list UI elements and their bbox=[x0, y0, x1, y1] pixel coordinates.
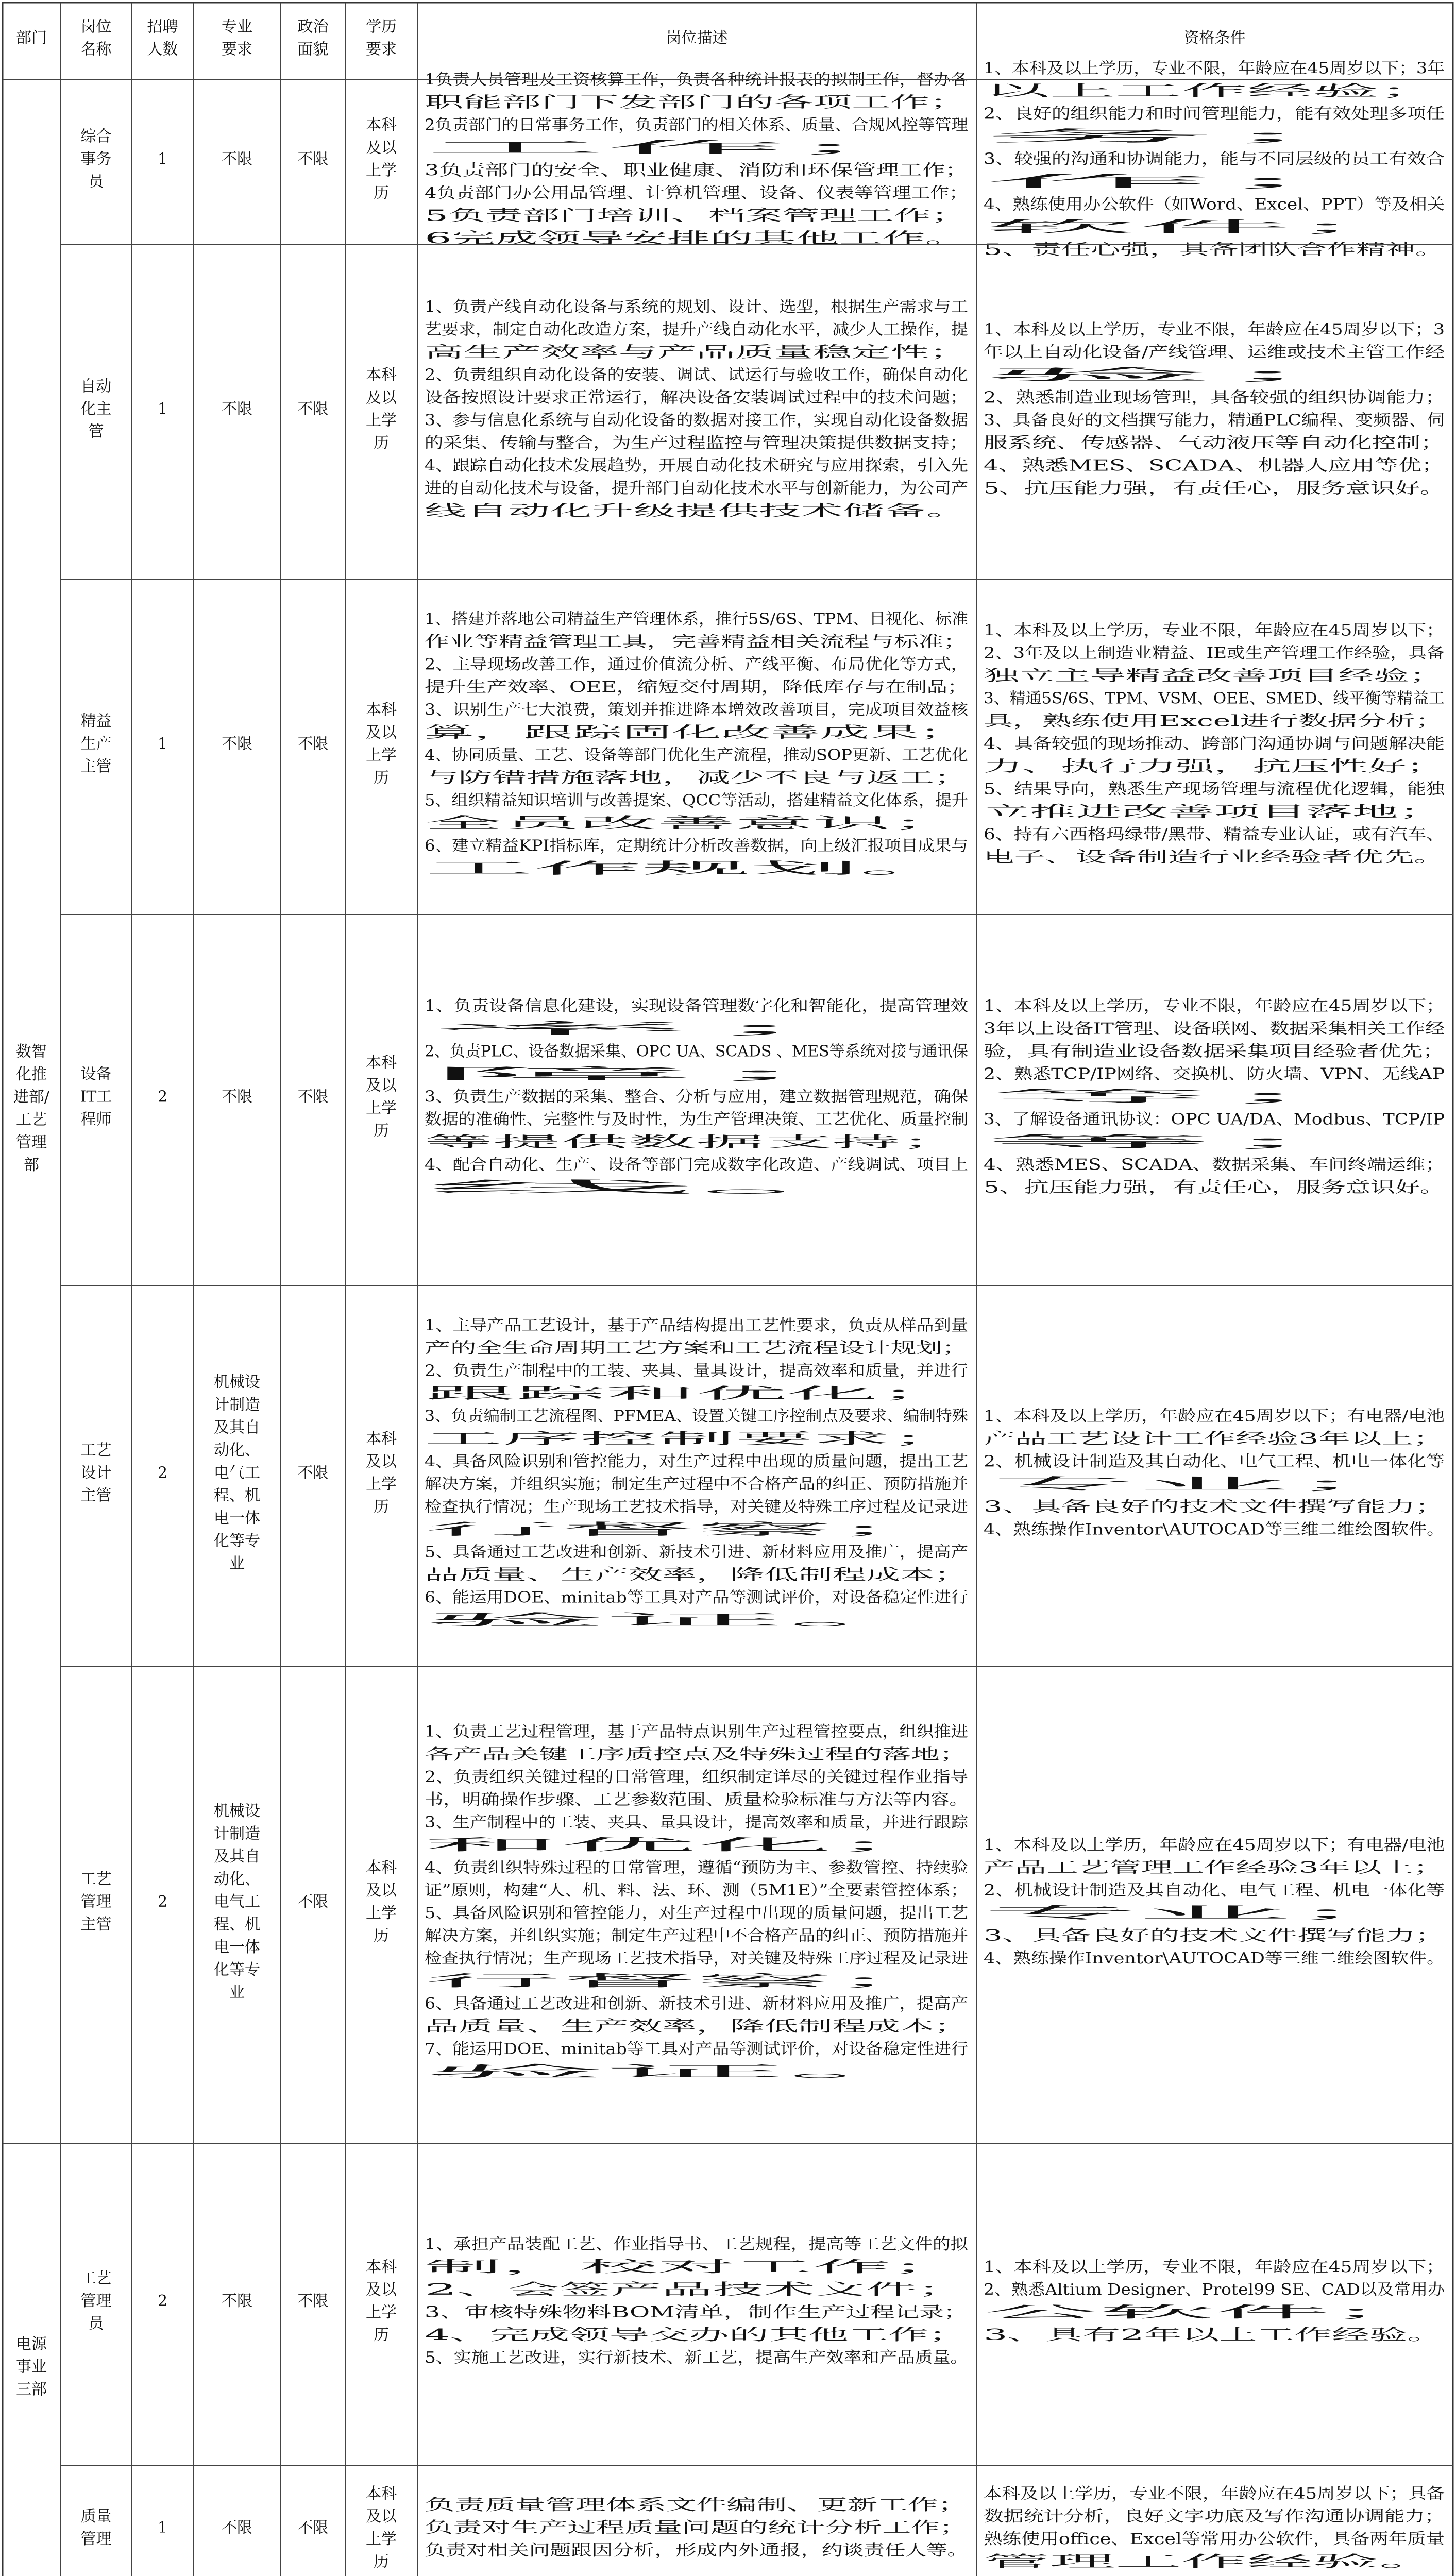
job-description: 全员改善意识； bbox=[425, 814, 968, 833]
qualification: 2、3年及以上制造业精益、IE或生产管理工作经验，具备 bbox=[984, 644, 1445, 663]
job-description: 2、负责组织自动化设备的安装、调试、试运行与验收工作，确保自动化 bbox=[425, 366, 968, 384]
position-title: 事务 bbox=[80, 150, 112, 168]
qualification: 1、本科及以上学历，专业不限，年龄应在45周岁以下；3年 bbox=[984, 59, 1445, 78]
position-title: 工艺 bbox=[80, 1870, 112, 1888]
job-description: 产的全生命周期工艺方案和工艺流程设计规划； bbox=[425, 1339, 968, 1358]
major-requirement: 业 bbox=[229, 1554, 245, 1573]
qualification: 1、本科及以上学历，专业不限，年龄应在45周岁以下；3 bbox=[984, 320, 1445, 339]
column-header-edu: 学历 bbox=[366, 18, 397, 36]
department-name: 工艺 bbox=[16, 1111, 47, 1129]
job-description: 4、跟踪自动化技术发展趋势，开展自动化技术研究与应用探索，引入先 bbox=[425, 456, 968, 475]
department-name: 进部/ bbox=[13, 1088, 50, 1106]
job-description: 解决方案，并组织实施；制定生产过程中不合格产品的纠正、预防措施并 bbox=[425, 1475, 968, 1494]
major-requirement: 动化、 bbox=[214, 1441, 260, 1460]
column-header-desc: 岗位描述 bbox=[666, 29, 728, 47]
job-description: 率； bbox=[425, 1020, 968, 1038]
education-requirement: 历 bbox=[374, 2326, 389, 2344]
position-title: 设备 bbox=[80, 1065, 112, 1083]
political-status: 不限 bbox=[297, 1088, 329, 1106]
position-title: 管理 bbox=[80, 2292, 112, 2310]
position-title: 管理 bbox=[80, 1893, 112, 1911]
qualification: 电子、设备制造行业经验者优先。 bbox=[984, 848, 1445, 867]
position-title: 生产 bbox=[80, 735, 112, 753]
position-title: 主管 bbox=[80, 1916, 112, 1934]
position-title: 自动 bbox=[80, 377, 112, 396]
job-description: 作业等精益管理工具，完善精益相关流程与标准； bbox=[425, 633, 968, 651]
job-description: 线。 bbox=[425, 1178, 968, 1197]
qualification: 4、熟练操作Inventor\AUTOCAD等三维二维绘图软件。 bbox=[984, 1520, 1445, 1539]
qualification: 力、执行力强，抗压性好； bbox=[984, 757, 1445, 776]
job-description: 7、能运用DOE、minitab等工具对产品等测试评价，对设备稳定性进行 bbox=[425, 2040, 968, 2058]
job-description: 4、协同质量、工艺、设备等部门优化生产流程，推动SOP更新、工艺优化 bbox=[425, 746, 968, 765]
job-description: 1、负责工艺过程管理，基于产品特点识别生产过程管控要点，组织推进 bbox=[425, 1723, 968, 1741]
job-description: 6完成领导安排的其他工作。 bbox=[425, 229, 968, 248]
headcount: 1 bbox=[157, 150, 168, 168]
qualification: 熟练使用office、Excel等常用办公软件，具备两年质量 bbox=[984, 2530, 1445, 2548]
qualification: 2、机械设计制造及其自动化、电气工程、机电一体化等 bbox=[984, 1452, 1445, 1471]
major-requirement: 动化、 bbox=[214, 1870, 260, 1888]
job-description: 行督察； bbox=[425, 1972, 968, 1990]
job-description: 障； bbox=[425, 1065, 968, 1083]
education-requirement: 历 bbox=[374, 1927, 389, 1945]
education-requirement: 上学 bbox=[366, 1475, 397, 1494]
education-requirement: 历 bbox=[374, 184, 389, 202]
major-requirement: 电一体 bbox=[214, 1509, 260, 1528]
qualification: 软件； bbox=[984, 218, 1445, 236]
education-requirement: 上学 bbox=[366, 1904, 397, 1922]
job-description: 负责对生产过程质量问题的统计分析工作； bbox=[425, 2519, 968, 2537]
department-name: 三部 bbox=[16, 2380, 47, 2399]
qualification: 3、较强的沟通和协调能力，能与不同层级的员工有效合 bbox=[984, 150, 1445, 168]
qualification: 务； bbox=[984, 127, 1445, 146]
job-description: 3、生产制程中的工装、夹具、量具设计，提高效率和质量，并进行跟踪 bbox=[425, 1814, 969, 1832]
qualification: 1、本科及以上学历，专业不限，年龄应在45周岁以下； bbox=[984, 2258, 1445, 2276]
qualification: 作； bbox=[984, 173, 1445, 191]
headcount: 2 bbox=[157, 1464, 168, 1482]
political-status: 不限 bbox=[297, 2292, 329, 2310]
education-requirement: 上学 bbox=[366, 2530, 397, 2548]
job-description: 的采集、传输与整合，为生产过程监控与管理决策提供数据支持； bbox=[425, 434, 968, 452]
major-requirement: 不限 bbox=[222, 2519, 252, 2537]
qualification: 5、抗压能力强，有责任心，服务意识好。 bbox=[984, 479, 1445, 498]
qualification: 等； bbox=[984, 1133, 1445, 1151]
education-requirement: 及以 bbox=[366, 1882, 397, 1900]
headcount: 1 bbox=[157, 400, 168, 418]
column-header-title: 岗位 bbox=[80, 18, 112, 36]
qualification: 公软件； bbox=[984, 2303, 1445, 2321]
department-name: 部 bbox=[24, 1156, 39, 1174]
job-description: 各产品关键工序质控点及特殊过程的落地； bbox=[425, 1745, 968, 1764]
political-status: 不限 bbox=[297, 150, 329, 168]
job-description: 验证。 bbox=[425, 1611, 968, 1630]
job-description: 1、搭建并落地公司精益生产管理体系，推行5S/6S、TPM、目视化、标准 bbox=[425, 610, 968, 629]
major-requirement: 程、机 bbox=[214, 1486, 260, 1505]
major-requirement: 不限 bbox=[222, 2292, 252, 2310]
position-title: IT工 bbox=[80, 1088, 112, 1106]
job-description: 5、实施工艺改进，实行新技术、新工艺，提高生产效率和产品质量。 bbox=[425, 2349, 968, 2367]
education-requirement: 上学 bbox=[366, 746, 397, 765]
job-description: 6、能运用DOE、minitab等工具对产品等测试评价，对设备稳定性进行 bbox=[425, 1588, 968, 1607]
job-description: 3、参与信息化系统与自动化设备的数据对接工作，实现自动化设备数据 bbox=[425, 411, 968, 430]
qualification: 4、熟练使用办公软件（如Word、Excel、PPT）等及相关 bbox=[984, 195, 1445, 214]
column-header-major: 要求 bbox=[222, 40, 252, 59]
job-description: 4、配合自动化、生产、设备等部门完成数字化改造、产线调试、项目上 bbox=[425, 1156, 968, 1174]
major-requirement: 不限 bbox=[222, 1088, 252, 1106]
political-status: 不限 bbox=[297, 400, 329, 418]
job-description: 6、建立精益KPI指标库，定期统计分析改善数据，向上级汇报项目成果与 bbox=[425, 837, 968, 855]
major-requirement: 不限 bbox=[222, 400, 252, 418]
qualification: 验，具有制造业设备数据采集项目经验者优先； bbox=[984, 1042, 1445, 1061]
qualification: 等； bbox=[984, 1088, 1445, 1106]
job-description: 进的自动化技术与设备，提升部门自动化技术水平与创新能力，为公司产 bbox=[425, 479, 968, 498]
column-header-title: 名称 bbox=[80, 40, 112, 59]
column-header-politics: 面貌 bbox=[297, 40, 329, 59]
job-description: 品质量、生产效率，降低制程成本； bbox=[425, 1566, 968, 1584]
qualification: 5、结果导向，熟悉生产现场管理与流程优化逻辑，能独 bbox=[984, 780, 1446, 799]
department-name: 数智 bbox=[16, 1043, 47, 1061]
major-requirement: 电一体 bbox=[214, 1938, 260, 1956]
major-requirement: 机械设 bbox=[214, 1802, 260, 1820]
major-requirement: 业 bbox=[229, 1984, 245, 2002]
qualification: 以上工作经验； bbox=[984, 82, 1445, 100]
job-description: 2、负责组织关键过程的日常管理，组织制定详尽的关键过程作业指导 bbox=[425, 1768, 968, 1786]
headcount: 1 bbox=[157, 735, 168, 753]
qualification: 数据统计分析，良好文字功底及写作沟通协调能力； bbox=[984, 2507, 1445, 2526]
education-requirement: 上学 bbox=[366, 2303, 397, 2321]
education-requirement: 本科 bbox=[366, 116, 397, 134]
qualification: 2、机械设计制造及其自动化、电气工程、机电一体化等 bbox=[984, 1882, 1445, 1900]
qualification: 2、熟悉TCP/IP网络、交换机、防火墙、VPN、无线AP bbox=[984, 1065, 1445, 1083]
position-title: 员 bbox=[88, 173, 104, 191]
job-description: 3、识别生产七大浪费，策划并推进降本增效改善项目，完成项目效益核 bbox=[425, 701, 969, 719]
major-requirement: 电气工 bbox=[214, 1893, 260, 1911]
qualification: 3、具备良好的文档撰写能力，精通PLC编程、变频器、伺 bbox=[984, 411, 1445, 430]
political-status: 不限 bbox=[297, 735, 329, 753]
education-requirement: 本科 bbox=[366, 366, 397, 384]
job-description: 4负责部门办公用品管理、计算机管理、设备、仪表等管理工作； bbox=[425, 184, 968, 202]
job-description: 与防错措施落地，减少不良与返工； bbox=[425, 769, 968, 787]
education-requirement: 本科 bbox=[366, 2258, 397, 2276]
major-requirement: 化等专 bbox=[214, 1532, 260, 1550]
major-requirement: 不限 bbox=[222, 735, 252, 753]
job-description: 1负责人员管理及工资核算工作，负责各种统计报表的拟制工作，督办各 bbox=[425, 71, 968, 89]
job-description: 3、负责生产数据的采集、整合、分析与应用，建立数据管理规范，确保 bbox=[425, 1088, 968, 1106]
major-requirement: 程、机 bbox=[214, 1916, 260, 1934]
department-name: 事业 bbox=[16, 2358, 47, 2376]
education-requirement: 本科 bbox=[366, 1430, 397, 1448]
job-description: 书，明确操作步骤、工艺参数范围、质量检验标准与方法等内容。 bbox=[425, 1791, 968, 1809]
qualification: 1、本科及以上学历，专业不限，年龄应在45周岁以下； bbox=[984, 997, 1445, 1015]
major-requirement: 不限 bbox=[222, 150, 252, 168]
qualification: 3、了解设备通讯协议：OPC UA/DA、Modbus、TCP/IP bbox=[984, 1110, 1445, 1129]
qualification: 1、本科及以上学历，年龄应在45周岁以下；有电器/电池 bbox=[984, 1407, 1445, 1426]
job-description: 品质量、生产效率，降低制程成本； bbox=[425, 2018, 968, 2036]
education-requirement: 及以 bbox=[366, 723, 397, 742]
education-requirement: 上学 bbox=[366, 161, 397, 180]
position-title: 化主 bbox=[80, 400, 112, 418]
position-title: 设计 bbox=[80, 1464, 112, 1482]
education-requirement: 及以 bbox=[366, 388, 397, 407]
job-description: 负责对相关问题跟因分析，形成内外通报，约谈责任人等。 bbox=[425, 2541, 968, 2560]
education-requirement: 本科 bbox=[366, 1054, 397, 1072]
education-requirement: 上学 bbox=[366, 1099, 397, 1117]
job-description: 检查执行情况；生产现场工艺技术指导，对关键及特殊工序过程及记录进 bbox=[425, 1950, 968, 1968]
job-description: 4、负责组织特殊过程的日常管理，遵循“预防为主、参数管控、持续验 bbox=[425, 1859, 968, 1877]
column-header-qual: 资格条件 bbox=[1183, 29, 1246, 47]
job-description: 1、承担产品装配工艺、作业指导书、工艺规程，提高等工艺文件的拟 bbox=[425, 2235, 969, 2253]
job-description: 6、具备通过工艺改进和创新、新技术引进、新材料应用及推广，提高产 bbox=[425, 1995, 968, 2013]
department-name: 管理 bbox=[16, 1133, 47, 1151]
job-description: 2、负责生产制程中的工装、夹具、量具设计，提高效率和质量，并进行 bbox=[425, 1362, 968, 1380]
qualification: 4、熟悉MES、SCADA、机器人应用等优； bbox=[984, 456, 1445, 475]
column-header-major: 专业 bbox=[222, 18, 252, 36]
qualification: 独立主导精益改善项目经验； bbox=[984, 667, 1445, 685]
qualification: 服系统、传感器、气动液压等自动化控制； bbox=[984, 434, 1445, 452]
qualification: 3、具备良好的技术文件撰写能力； bbox=[984, 1498, 1445, 1516]
job-description: 高生产效率与产品质量稳定性； bbox=[425, 343, 968, 362]
job-description: 5、组织精益知识培训与改善提案、QCC等活动，搭建精益文化体系，提升 bbox=[425, 791, 968, 810]
job-description: 2、负责PLC、设备数据采集、OPC UA、SCADS 、MES等系统对接与通讯保 bbox=[425, 1042, 968, 1061]
column-header-edu: 要求 bbox=[366, 40, 397, 59]
education-requirement: 及以 bbox=[366, 2507, 397, 2526]
job-description: 验证。 bbox=[425, 2063, 968, 2081]
job-description: 3、负责编制工艺流程图、PFMEA、设置关键工序控制点及要求、编制特殊 bbox=[425, 1407, 968, 1426]
job-description: 2、主导现场改善工作，通过价值流分析、产线平衡、布局优化等方式， bbox=[425, 655, 968, 674]
education-requirement: 历 bbox=[374, 434, 389, 452]
job-description: 算，跟踪固化改善成果； bbox=[425, 723, 968, 742]
qualification: 年以上自动化设备/产线管理、运维或技术主管工作经 bbox=[984, 343, 1445, 362]
position-title: 程师 bbox=[80, 1110, 112, 1129]
column-header-politics: 政治 bbox=[297, 18, 329, 36]
major-requirement: 及其自 bbox=[214, 1418, 260, 1437]
job-description: 1、负责设备信息化建设，实现设备管理数字化和智能化，提高管理效 bbox=[425, 997, 968, 1015]
headcount: 1 bbox=[157, 2519, 168, 2537]
job-description: 3负责部门的安全、职业健康、消防和环保管理工作； bbox=[425, 161, 968, 180]
position-title: 管 bbox=[88, 422, 104, 441]
qualification: 3年以上设备IT管理、设备联网、数据采集相关工作经 bbox=[984, 1020, 1445, 1038]
qualification: 本科及以上学历，专业不限，年龄应在45周岁以下；具备 bbox=[984, 2485, 1445, 2503]
position-title: 工艺 bbox=[80, 2269, 112, 2287]
education-requirement: 历 bbox=[374, 1122, 389, 1140]
qualification: 5、责任心强，具备团队合作精神。 bbox=[984, 241, 1445, 259]
education-requirement: 历 bbox=[374, 1498, 389, 1516]
job-description: 设备按照设计要求正常运行，解决设备安装调试过程中的技术问题； bbox=[425, 388, 968, 407]
job-description: 证”原则，构建“人、机、料、法、环、测（5M1E）”全要素管控体系； bbox=[425, 1882, 968, 1900]
major-requirement: 化等专 bbox=[214, 1961, 260, 1979]
qualification: 具，熟练使用Excel进行数据分析； bbox=[984, 712, 1445, 731]
position-title: 综合 bbox=[80, 127, 112, 146]
political-status: 不限 bbox=[297, 2519, 329, 2537]
education-requirement: 及以 bbox=[366, 139, 397, 157]
political-status: 不限 bbox=[297, 1893, 329, 1911]
qualification: 专业； bbox=[984, 1904, 1445, 1922]
job-description: 3、审核特殊物料BOM清单，制作生产过程记录； bbox=[425, 2303, 968, 2321]
job-description: 提升生产效率、OEE，缩短交付周期，降低库存与在制品； bbox=[425, 678, 968, 697]
job-description: 艺要求，制定自动化改造方案，提升产线自动化水平，减少人工操作，提 bbox=[425, 320, 968, 339]
education-requirement: 本科 bbox=[366, 701, 397, 719]
column-header-count: 人数 bbox=[147, 40, 178, 59]
education-requirement: 历 bbox=[374, 769, 389, 787]
qualification: 1、本科及以上学历，年龄应在45周岁以下；有电器/电池 bbox=[984, 1836, 1445, 1854]
qualification: 3、精通5S/6S、TPM、VSM、OEE、SMED、线平衡等精益工 bbox=[984, 689, 1445, 708]
education-requirement: 上学 bbox=[366, 411, 397, 430]
job-description: 线自动化升级提供技术储备。 bbox=[425, 502, 968, 520]
qualification: 6、持有六西格玛绿带/黑带、精益专业认证，或有汽车、 bbox=[984, 825, 1445, 844]
job-description: 解决方案，并组织实施；制定生产过程中不合格产品的纠正、预防措施并 bbox=[425, 1927, 968, 1945]
qualification: 验； bbox=[984, 366, 1445, 384]
job-description: 1、主导产品工艺设计，基于产品结构提出工艺性要求，负责从样品到量 bbox=[425, 1316, 968, 1335]
qualification: 4、具备较强的现场推动、跨部门沟通协调与问题解决能 bbox=[984, 735, 1445, 753]
qualification: 专业； bbox=[984, 1475, 1445, 1494]
job-description: 2、会签产品技术文件； bbox=[425, 2281, 968, 2299]
qualification: 产品工艺设计工作经验3年以上； bbox=[984, 1430, 1445, 1448]
qualification: 立推进改善项目落地； bbox=[984, 803, 1445, 821]
headcount: 2 bbox=[157, 1893, 168, 1911]
education-requirement: 及以 bbox=[366, 1076, 397, 1095]
position-title: 主管 bbox=[80, 1486, 112, 1505]
department-name: 电源 bbox=[16, 2335, 47, 2353]
position-title: 质量 bbox=[80, 2507, 112, 2526]
qualification: 2、熟悉制造业现场管理，具备较强的组织协调能力； bbox=[984, 388, 1445, 407]
qualification: 4、熟练操作Inventor\AUTOCAD等三维二维绘图软件。 bbox=[984, 1950, 1445, 1968]
education-requirement: 本科 bbox=[366, 2485, 397, 2503]
job-description: 5、具备风险识别和管控能力，对生产过程中出现的质量问题，提出工艺 bbox=[425, 1904, 968, 1922]
qualification: 5、抗压能力强，有责任心，服务意识好。 bbox=[984, 1178, 1445, 1197]
job-description: 负责质量管理体系文件编制、更新工作； bbox=[425, 2496, 968, 2514]
job-description: 行督察； bbox=[425, 1520, 968, 1539]
position-title: 精益 bbox=[80, 712, 112, 731]
job-description: 职能部门下发部门的各项工作； bbox=[425, 93, 968, 112]
major-requirement: 机械设 bbox=[214, 1373, 260, 1392]
job-description: 4、具备风险识别和管控能力，对生产过程中出现的质量问题，提出工艺 bbox=[425, 1452, 968, 1471]
qualification: 2、熟悉Altium Designer、Protel99 SE、CAD以及常用办 bbox=[984, 2281, 1446, 2299]
job-description: 工作规划。 bbox=[425, 859, 968, 878]
qualification: 1、本科及以上学历，专业不限，年龄应在45周岁以下； bbox=[984, 621, 1445, 640]
position-title: 员 bbox=[88, 2315, 104, 2333]
job-description: 4、完成领导交办的其他工作； bbox=[425, 2326, 968, 2344]
position-title: 主管 bbox=[80, 757, 112, 776]
position-title: 工艺 bbox=[80, 1441, 112, 1460]
headcount: 2 bbox=[157, 2292, 168, 2310]
education-requirement: 及以 bbox=[366, 2281, 397, 2299]
job-description: 2负责部门的日常事务工作，负责部门的相关体系、质量、合规风控等管理 bbox=[425, 116, 968, 134]
job-description: 1、负责产线自动化设备与系统的规划、设计、选型，根据生产需求与工 bbox=[425, 298, 968, 316]
column-header-dept: 部门 bbox=[16, 29, 47, 47]
headcount: 2 bbox=[157, 1088, 168, 1106]
job-description: 5、具备通过工艺改进和创新、新技术引进、新材料应用及推广，提高产 bbox=[425, 1543, 968, 1562]
qualification: 产品工艺管理工作经验3年以上； bbox=[984, 1859, 1445, 1877]
qualification: 3、具备良好的技术文件撰写能力； bbox=[984, 1927, 1445, 1945]
qualification: 3、具有2年以上工作经验。 bbox=[984, 2326, 1445, 2344]
job-description: 和优化； bbox=[425, 1836, 968, 1854]
job-description: 5负责部门培训、档案管理工作； bbox=[425, 207, 968, 225]
department-name: 化推 bbox=[16, 1065, 47, 1083]
major-requirement: 计制造 bbox=[214, 1396, 260, 1414]
major-requirement: 电气工 bbox=[214, 1464, 260, 1482]
job-description: 检查执行情况；生产现场工艺技术指导，对关键及特殊工序过程及记录进 bbox=[425, 1498, 968, 1516]
job-description: 等提供数据支持； bbox=[425, 1133, 968, 1151]
major-requirement: 及其自 bbox=[214, 1848, 260, 1866]
education-requirement: 历 bbox=[374, 2553, 389, 2571]
major-requirement: 计制造 bbox=[214, 1825, 260, 1843]
job-description: 数据的准确性、完整性与及时性，为生产管理决策、工艺优化、质量控制 bbox=[425, 1110, 968, 1129]
political-status: 不限 bbox=[297, 1464, 329, 1482]
qualification: 管理工作经验。 bbox=[984, 2553, 1445, 2571]
education-requirement: 及以 bbox=[366, 1452, 397, 1471]
job-description: 制，校对工作； bbox=[425, 2258, 968, 2276]
job-description: 跟踪和优化； bbox=[425, 1384, 968, 1403]
column-header-count: 招聘 bbox=[147, 18, 178, 36]
qualification: 4、熟悉MES、SCADA、数据采集、车间终端运维； bbox=[984, 1156, 1445, 1174]
job-description: 工作； bbox=[425, 139, 968, 157]
position-title: 管理 bbox=[80, 2530, 112, 2548]
job-description: 工序控制要求； bbox=[425, 1430, 968, 1448]
qualification: 2、良好的组织能力和时间管理能力，能有效处理多项任 bbox=[984, 105, 1445, 123]
education-requirement: 本科 bbox=[366, 1859, 397, 1877]
